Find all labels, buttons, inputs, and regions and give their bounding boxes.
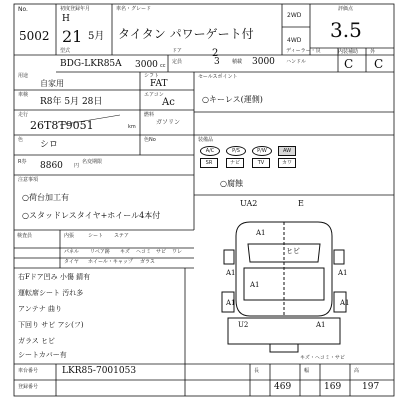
tag-glass: ガラス [140,259,155,265]
doors-label: ドア [172,48,182,54]
note-line-2: ○スタッドレスタイヤ+ホイール4本付 [22,211,161,220]
color-value: シロ [40,140,59,150]
inspection-value: R8年 5月 28日 [40,97,103,107]
capacity-label: 定員 [172,59,183,65]
height-value: 197 [362,382,380,392]
equip-aw: AW [278,146,296,156]
chassis-label: 車台番号 [18,368,39,374]
shift-label: シフト [144,73,160,79]
drive-2wd: 2WD [287,12,302,19]
inspector-label: 検査員 [17,233,33,239]
tag-scratch: キズ [120,249,130,255]
bottom-note-3: アンテナ 曲り [18,305,62,313]
fuel-value: ガソリン [156,119,181,126]
mark-a1-rear-right: A1 [340,299,350,307]
exterior-grade: C [374,57,384,71]
width-value: 169 [324,382,342,392]
diagram-legend: キズ・ヘコミ・サビ [300,355,345,361]
tag-seat: シート [88,233,104,239]
equip-tv: TV [252,158,270,168]
length-value: 469 [274,382,292,392]
recycle-value: 8860 [40,161,63,171]
doors: 2 [212,48,219,59]
color-no-label: 色No [144,137,156,143]
bottom-note-1: 右Fドア凹み 小傷 錆有 [18,273,91,281]
inspection-label: 車検 [18,92,29,98]
corrosion-note: ○腐蝕 [220,179,243,188]
bottom-note-6: シートカバー有 [18,351,67,359]
length-label: 長 [254,368,260,374]
handle-label: ハンドル [286,59,307,65]
equip-pw: P/W [252,146,272,156]
rating-label: 評価点 [338,6,354,12]
dealer-label: ディーラー・良 [286,48,321,54]
mark-a1-left: A1 [226,269,236,277]
era: H [62,14,70,24]
mark-a1-bed: A1 [316,321,326,329]
mark-u2: U2 [238,321,249,329]
right-label: 外 [370,49,376,55]
equip-navi: ナビ [226,158,244,168]
equip-ps: P/S [226,146,246,156]
mileage-unit: km [128,124,136,130]
fuel-label: 燃料 [144,112,155,118]
model-code-label: 型式 [60,48,71,54]
bottom-note-5: ガラス ヒビ [18,337,56,345]
first-reg-label: 初度登録年月 [60,6,91,12]
drive-4wd: 4WD [287,37,302,44]
usage-value: 自家用 [40,79,64,88]
tag-repair: リペア跡 [90,249,110,255]
usage-label: 用途 [18,73,29,79]
shift-value: FAT [150,79,168,89]
tag-dent: ヘコミ [136,249,152,255]
capacity: 3 [214,57,220,67]
width-label: 幅 [304,368,310,374]
reg-month: 5月 [88,31,105,42]
tag-crack: ワレ [172,249,183,255]
bottom-note-2: 運転席シート 汚れ多 [18,289,84,297]
tag-panel: パネル [64,249,80,255]
load: 3000 [252,57,275,67]
note-line-1: ○荷台加工有 [22,193,69,202]
tag-tire: タイヤ [64,259,79,265]
sales-point-value: ○キーレス(運側) [202,95,263,104]
equip-ac: A/C [200,146,220,156]
model-code: BDG-LKR85A [60,59,122,69]
mark-crack: ヒビ [286,247,300,255]
ac-label: エアコン [144,92,164,98]
interior-grade: C [344,57,354,71]
chassis-number: LKR85-7001053 [62,366,137,376]
mark-ua2: UA2 [240,199,258,208]
mark-a1-right: A1 [338,269,348,277]
model-label: 車名・グレード [116,6,152,12]
color-label: 色 [18,137,24,143]
mark-e: E [298,199,304,208]
height-label: 高 [354,368,360,374]
mileage-label: 走行 [18,112,29,118]
mark-a1-front: A1 [256,229,266,237]
notes-label: 注意事項 [18,177,39,183]
cc-unit: cc [160,63,166,69]
sales-point-label: セールスポイント [198,74,238,80]
mark-a1-center: A1 [250,281,260,289]
tag-steer: ステア [114,233,129,239]
tag-wheel-cap: ホイール・キャップ [88,259,133,265]
load-label: 積載 [232,59,243,65]
interior-label: 内装補助 [338,49,359,55]
reg-label: 登録番号 [18,384,39,390]
lot-label: No. [18,6,28,13]
reg-year: 21 [62,27,83,46]
mileage-value: 26T8T9051 [30,119,94,132]
model-name: タイタン パワーゲート付 [118,27,254,41]
equipment-label: 装備品 [198,137,214,143]
rating: 3.5 [330,18,362,42]
tag-lining: 内張 [64,233,75,239]
vehicle-diagram [222,222,346,352]
equip-leather: カワ [278,158,296,168]
lot-number: 5002 [19,29,50,43]
tag-rust: サビ [156,249,167,255]
equip-sr: SR [200,158,218,168]
recycle-label: R券 [18,159,27,165]
ac-value: Ac [162,97,175,108]
prev-owner-label: 名変期限 [82,159,103,165]
bottom-note-4: 下回り サビ アシ(フ) [18,321,84,329]
recycle-unit: 円 [74,163,80,169]
displacement: 3000 [135,60,158,70]
mark-a1-rear-left: A1 [226,299,236,307]
